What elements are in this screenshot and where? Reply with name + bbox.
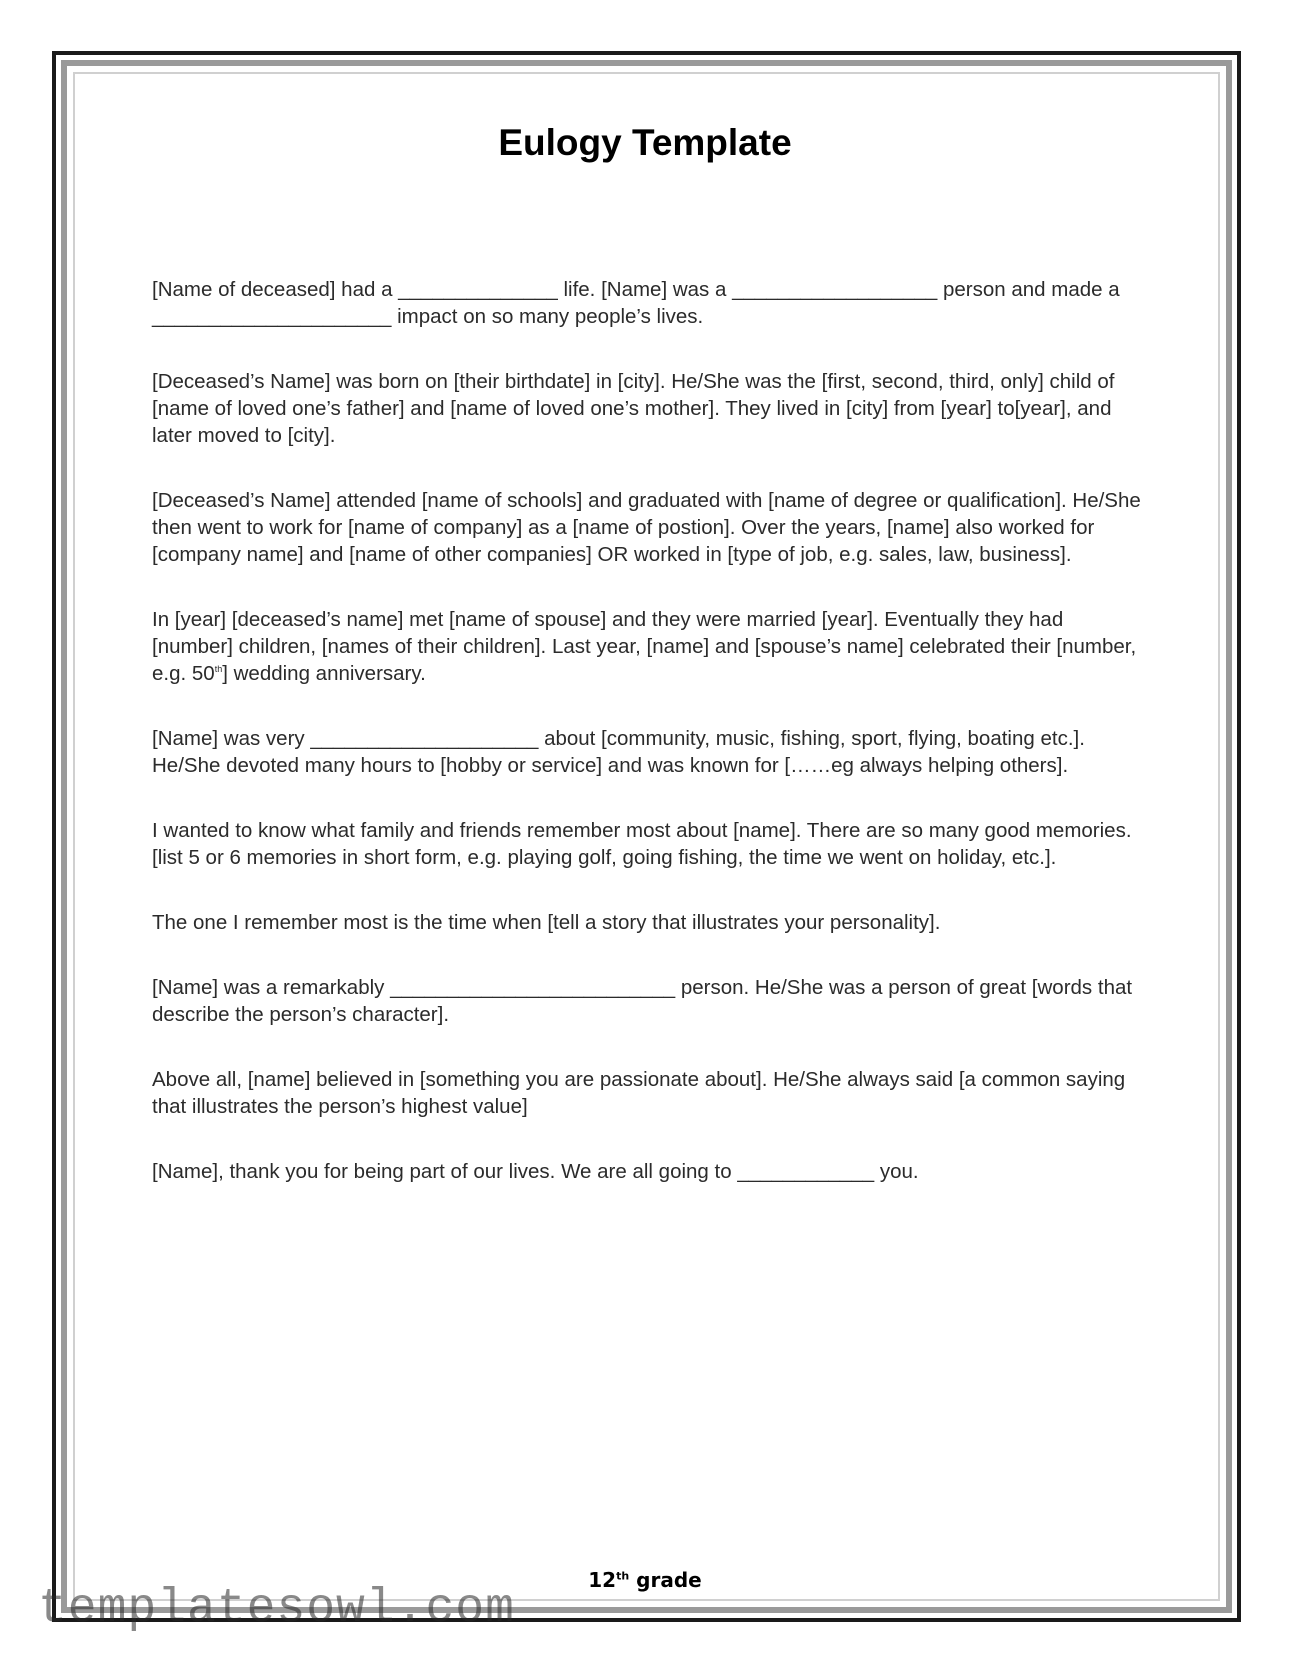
paragraph-marriage-text-after: ] wedding anniversary. <box>222 662 426 685</box>
paragraph-marriage <box>152 606 1142 687</box>
paragraph-birth: [Deceased’s Name] was born on [their birthdate] in [city]. He/She was the [first, second, third, only] child of [name of loved one’s father] and [name of loved one’s mother]. They lived in [city] from [year] to[year], and later moved to [city]. <box>152 370 1115 447</box>
footer-grade-suffix: th <box>616 1569 630 1583</box>
footer-grade-number: 12 <box>588 1568 617 1592</box>
paragraph-story: The one I remember most is the time when [tell a story that illustrates your personality]. <box>152 911 941 934</box>
paragraph-character: [Name] was a remarkably _________________________ person. He/She was a person of great [words that describe the person’s character]. <box>152 976 1133 1026</box>
paragraph-beliefs: Above all, [name] believed in [something you are passionate about]. He/She always said [a common saying that illustrates the person’s highest value] <box>152 1068 1126 1118</box>
paragraph-passions: [Name] was very ____________________ about [community, music, fishing, sport, flying, boating etc.]. He/She devoted many hours to [hobby or service] and was known for [……eg always helping others]. <box>152 727 1085 777</box>
paragraph-closing: [Name], thank you for being part of our lives. We are all going to ____________ you. <box>152 1160 919 1183</box>
watermark: templatesowl.com <box>38 1582 515 1636</box>
document-body <box>152 276 1142 1223</box>
paragraph-memories: I wanted to know what family and friends remember most about [name]. There are so many good memories. [list 5 or 6 memories in short form, e.g. playing golf, going fishing, the time we went on holiday, etc.]. <box>152 819 1132 869</box>
paragraph-intro: [Name of deceased] had a ______________ life. [Name] was a __________________ person and made a _____________________ impact on so many people’s lives. <box>152 278 1120 328</box>
paragraph-marriage-text-before: In [year] [deceased’s name] met [name of spouse] and they were married [year]. Eventually they had [number] children, [names of their children]. Last year, [name] and [spouse’s name] celebrated their [number, e.g. 50 <box>152 608 1137 685</box>
document-title: Eulogy Template <box>498 122 792 163</box>
footer-grade-label: grade <box>629 1568 702 1592</box>
paragraph-education: [Deceased’s Name] attended [name of schools] and graduated with [name of degree or qualification]. He/She then went to work for [name of company] as a [name of postion]. Over the years, [name] also worked for [company name] and [name of other companies] OR worked in [type of job, e.g. sales, law, business]. <box>152 489 1141 566</box>
ordinal-suffix: th <box>214 664 223 675</box>
